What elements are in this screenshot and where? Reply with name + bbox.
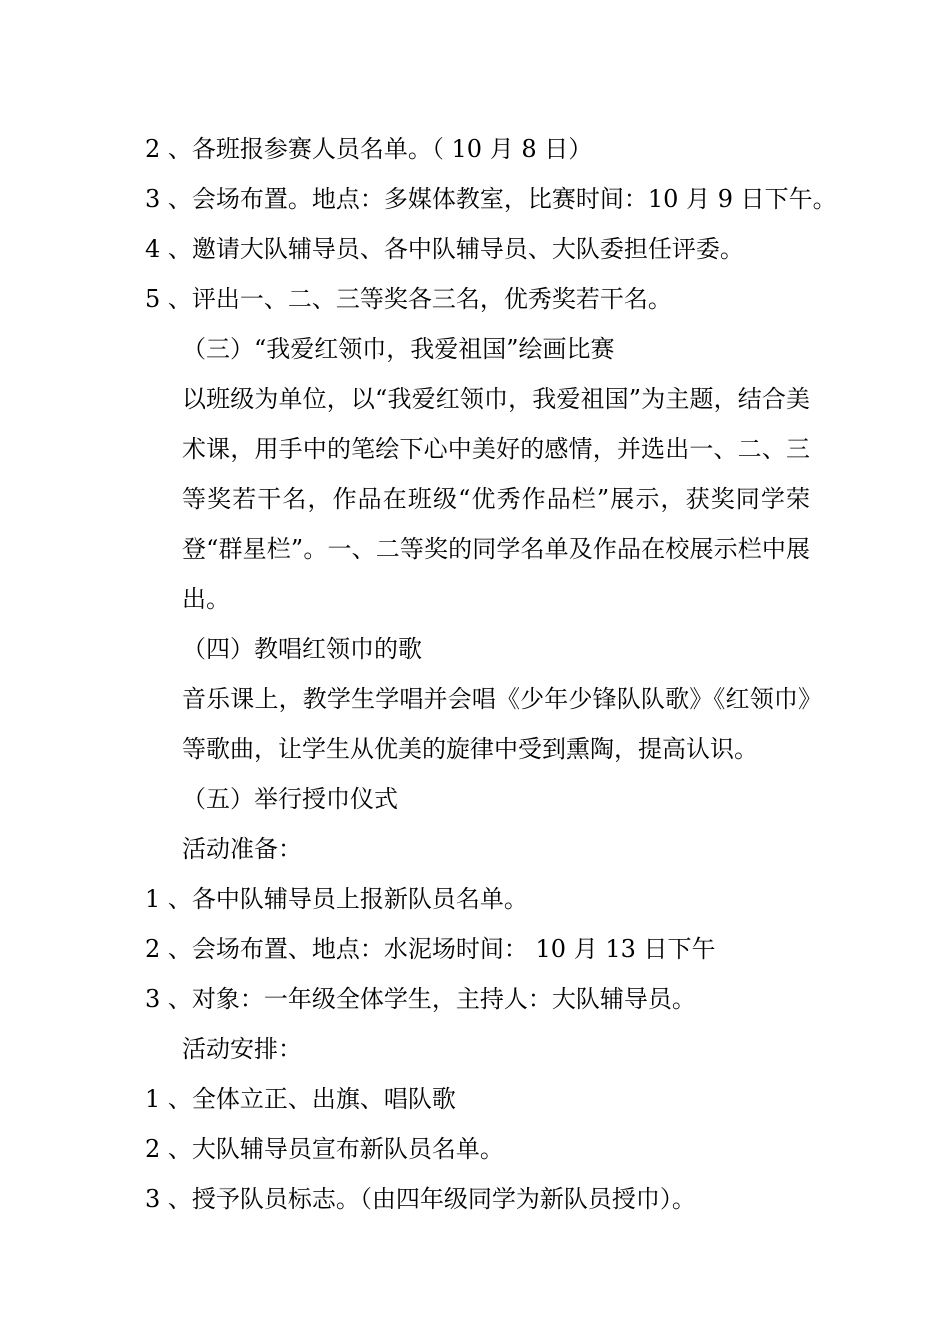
list-item: 2 、大队辅导员宣布新队员名单。 [145,1135,504,1163]
list-item: 3 、对象：一年级全体学生，主持人：大队辅导员。 [145,985,696,1013]
list-item: 5 、评出一、二、三等奖各三名，优秀奖若干名。 [145,285,672,313]
list-item: 3 、会场布置。地点：多媒体教室，比赛时间：10 月 9 日下午。 [145,185,837,213]
list-item: 4 、邀请大队辅导员、各中队辅导员、大队委担任评委。 [145,235,744,263]
section-heading: （四）教唱红领巾的歌 [182,635,422,663]
document-body [145,124,837,1224]
list-item: 1 、全体立正、出旗、唱队歌 [145,1085,456,1113]
list-item: 2 、各班报参赛人员名单。（ 10 月 8 日） [145,135,593,163]
subheading: 活动安排： [182,1035,302,1063]
list-item: 1 、各中队辅导员上报新队员名单。 [145,885,528,913]
list-item: 3 、授予队员标志。（由四年级同学为新队员授巾）。 [145,1185,696,1213]
list-item: 2 、会场布置、地点：水泥场时间： 10 月 13 日下午 [145,935,716,963]
subheading: 活动准备： [182,835,302,863]
paragraph: 以班级为单位，以“我爱红领巾，我爱祖国”为主题，结合美术课，用手中的笔绘下心中美好的感情，并选出一、二、三等奖若干名，作品在班级“优秀作品栏”展示，获奖同学荣登“群星栏”。一、二等奖的同学名单及作品在校展示栏中展出。 [182,385,810,613]
section-heading: （三）“我爱红领巾，我爱祖国”绘画比赛 [182,335,615,363]
section-heading: （五）举行授巾仪式 [182,785,398,813]
paragraph: 音乐课上，教学生学唱并会唱《少年少锋队队歌》《红领巾》等歌曲，让学生从优美的旋律中受到熏陶，提高认识。 [182,685,810,763]
